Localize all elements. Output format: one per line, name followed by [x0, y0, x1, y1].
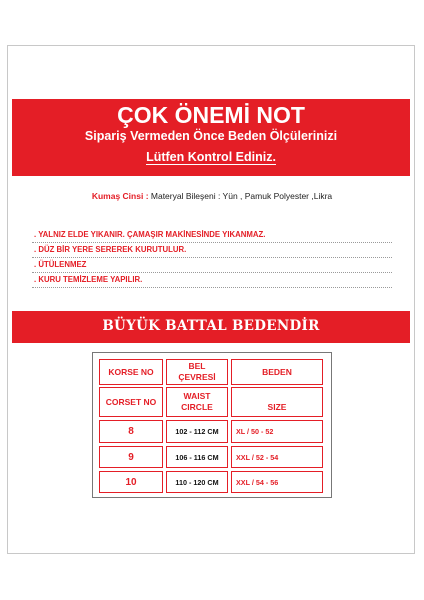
size-cell: XL / 50 - 52 [231, 420, 323, 443]
header-bel-line-2: ÇEVRESİ [178, 372, 216, 382]
header-bel-line-1: BEL [188, 361, 206, 371]
header-waist-circle [166, 387, 228, 417]
care-item-dry-flat: . DÜZ BİR YERE SEREREK KURUTULUR. [32, 243, 392, 258]
korse-no-cell: 9 [99, 446, 163, 468]
korse-no-cell: 8 [99, 420, 163, 443]
care-item-dry-clean: . KURU TEMİZLEME YAPILIR. [32, 273, 392, 288]
header-korse-no: KORSE NO [99, 359, 163, 385]
size-notice-band [12, 311, 410, 343]
banner-line-2 [12, 149, 410, 166]
header-beden: BEDEN [231, 359, 323, 385]
care-item-no-iron: . ÜTÜLENMEZ [32, 258, 392, 273]
size-cell: XXL / 54 - 56 [231, 471, 323, 493]
korse-no-cell: 10 [99, 471, 163, 493]
banner-line-1: Sipariş Vermeden Önce Beden Ölçülerinizi [84, 129, 338, 143]
fabric-info [0, 191, 424, 201]
waist-cell: 106 - 116 CM [166, 446, 228, 468]
header-waist-line-1: WAIST [183, 391, 211, 401]
care-item-hand-wash: . YALNIZ ELDE YIKANIR. ÇAMAŞIR MAKİNESİNDE YIKANMAZ. [32, 228, 392, 243]
waist-cell: 102 - 112 CM [166, 420, 228, 443]
size-notice-title: BÜYÜK BATTAL BEDENDİR [102, 318, 320, 334]
header-size: SIZE [231, 387, 323, 417]
header-waist-line-2: CIRCLE [181, 402, 213, 412]
banner-line-2-text: Lütfen Kontrol Ediniz. [146, 150, 276, 164]
size-table [92, 352, 332, 498]
important-note-banner [12, 99, 410, 176]
fabric-value: Materyal Bileşeni : Yün , Pamuk Polyester ,Likra [148, 191, 333, 201]
care-instructions [32, 228, 392, 288]
size-cell: XXL / 52 - 54 [231, 446, 323, 468]
banner-title: ÇOK ÖNEMİ NOT [117, 102, 305, 128]
header-bel-cevresi [166, 359, 228, 385]
fabric-label: Kumaş Cinsi : [91, 191, 149, 201]
header-corset-no: CORSET NO [99, 387, 163, 417]
waist-cell: 110 - 120 CM [166, 471, 228, 493]
